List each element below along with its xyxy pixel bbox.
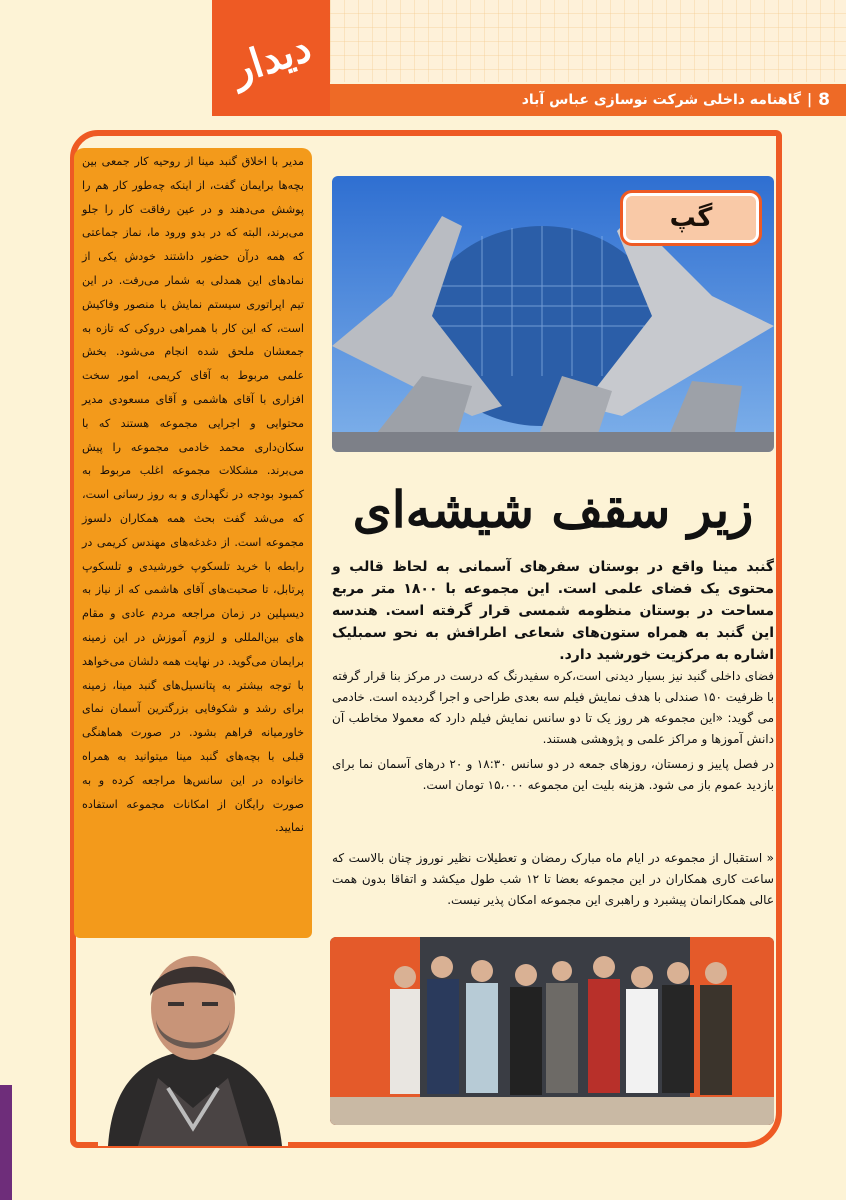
publication-name: گاهنامه داخلی شرکت نوسازی عباس آباد: [521, 92, 802, 108]
header-separator: |: [807, 92, 813, 108]
page-number: 8: [818, 90, 830, 110]
article-quote: « استقبال از مجموعه در ایام ماه مبارک رمضان و تعطیلات نظیر نوروز چنان بالاست که ساعت کاری همکاران در این مجموعه بعضا تا ۱۲ شب طول میکشد و اتفاقا بدون همت عالی همکارانمان پیشبرد و راهبری این مجموعه امکان پذیر نیست.: [332, 851, 774, 907]
header-bar: [330, 84, 846, 116]
article-lead: گنبد مینا واقع در بوستان سفرهای آسمانی به لحاظ قالب و محتوی یک فضای علمی است. این مجموعه با ۱۸۰۰ متر مربع مساحت در بوستان منظومه شمسی قرار گرفته است. هندسه این گنبد به همراه ستون‌های شعاعی اطرافش به نحو سمبلیک اشاره به مرکزیت خورشید دارد.: [332, 559, 774, 663]
portrait-illustration: [98, 938, 288, 1146]
section-badge: گپ: [620, 190, 762, 246]
logo-text: دیدار: [225, 23, 317, 93]
article-title: زیر سقف شیشه‌ای: [352, 480, 754, 539]
group-photo: [330, 937, 774, 1125]
article-body: [332, 666, 774, 800]
group-illustration: [330, 937, 774, 1125]
portrait-photo: [98, 938, 288, 1146]
logo: [212, 0, 330, 116]
sidebar-text: مدیر با اخلاق گنبد مینا از روحیه کار جمعی بین بچه‌ها برایمان گفت، از اینکه چه‌طور کار هم را پوشش می‌دهند و در عین رفاقت کار را جلو می‌برند، البته که در بدو ورود ما، نماز جماعتی که همه درآن حضور داشتند خودش یکی از نمادهای این همدلی به شمار می‌رفت. در این تیم اپراتوری سیستم نمایش با منصور وفاکیش است، که این کار با همراهی دروکی که تازه به جمعشان ملحق شده انجام می‌شود. بخش علمی مربوط به آقای کریمی، امور سخت افزاری با آقای هاشمی و آقای مسعودی مدیر محتوایی و اجرایی مجموعه هستند که با سکان‌داری محمد خادمی مجموعه را پیش می‌برند. مشکلات مجموعه اغلب مربوط به کمبود بودجه در نگهداری و به روز رسانی است، که می‌شد گفت بحث همه همکاران دلسوز مجموعه است. از دغدغه‌های مهندس کریمی در رابطه با خرید تلسکوپ خورشیدی و تلسکوپ پرتابل، تا صحبت‌های آقای هاشمی که از نیاز به دیسپلین در زمان مراجعه مردم عادی و مقام های بین‌المللی و لزوم آموزش در این زمینه برایمان می‌گوید. در نهایت همه دلشان می‌خواهد با توجه بیشتر به پتانسیل‌های گنبد مینا، زمینه برای رشد و شکوفایی بزرگترین آسمان نمای خاورمیانه فراهم بشود. در صورت هماهنگی قبلی با بچه‌های گنبد مینا میتوانید به همراه خانواده در این سانس‌ها مراجعه کرده و به صورت رایگان از امکانات مجموعه استفاده نمایید.: [82, 155, 304, 835]
body-paragraph: فضای داخلی گنبد نیز بسیار دیدنی است،کره سفیدرنگ که درست در مرکز بنا قرار گرفته با ظرفیت ۱۵۰ صندلی با هدف نمایش فیلم سه بعدی طراحی و اجرا گردیده است. خادمی می گوید: «این مجموعه هر روز یک تا دو سانس نمایش فیلم دارد که معمولا مخاطب آن دانش آموزها و مراکز علمی و پژوهشی هستند.: [332, 669, 775, 746]
page-edge-strip: [0, 1085, 12, 1200]
header-pattern: [330, 0, 846, 82]
body-paragraph: در فصل پاییز و زمستان، روزهای جمعه در دو سانس ۱۸:۳۰ و ۲۰ درهای آسمان نما برای بازدید عموم باز می شود. هزینه بلیت این مجموعه ۱۵،۰۰۰ تومان است.: [332, 757, 774, 792]
